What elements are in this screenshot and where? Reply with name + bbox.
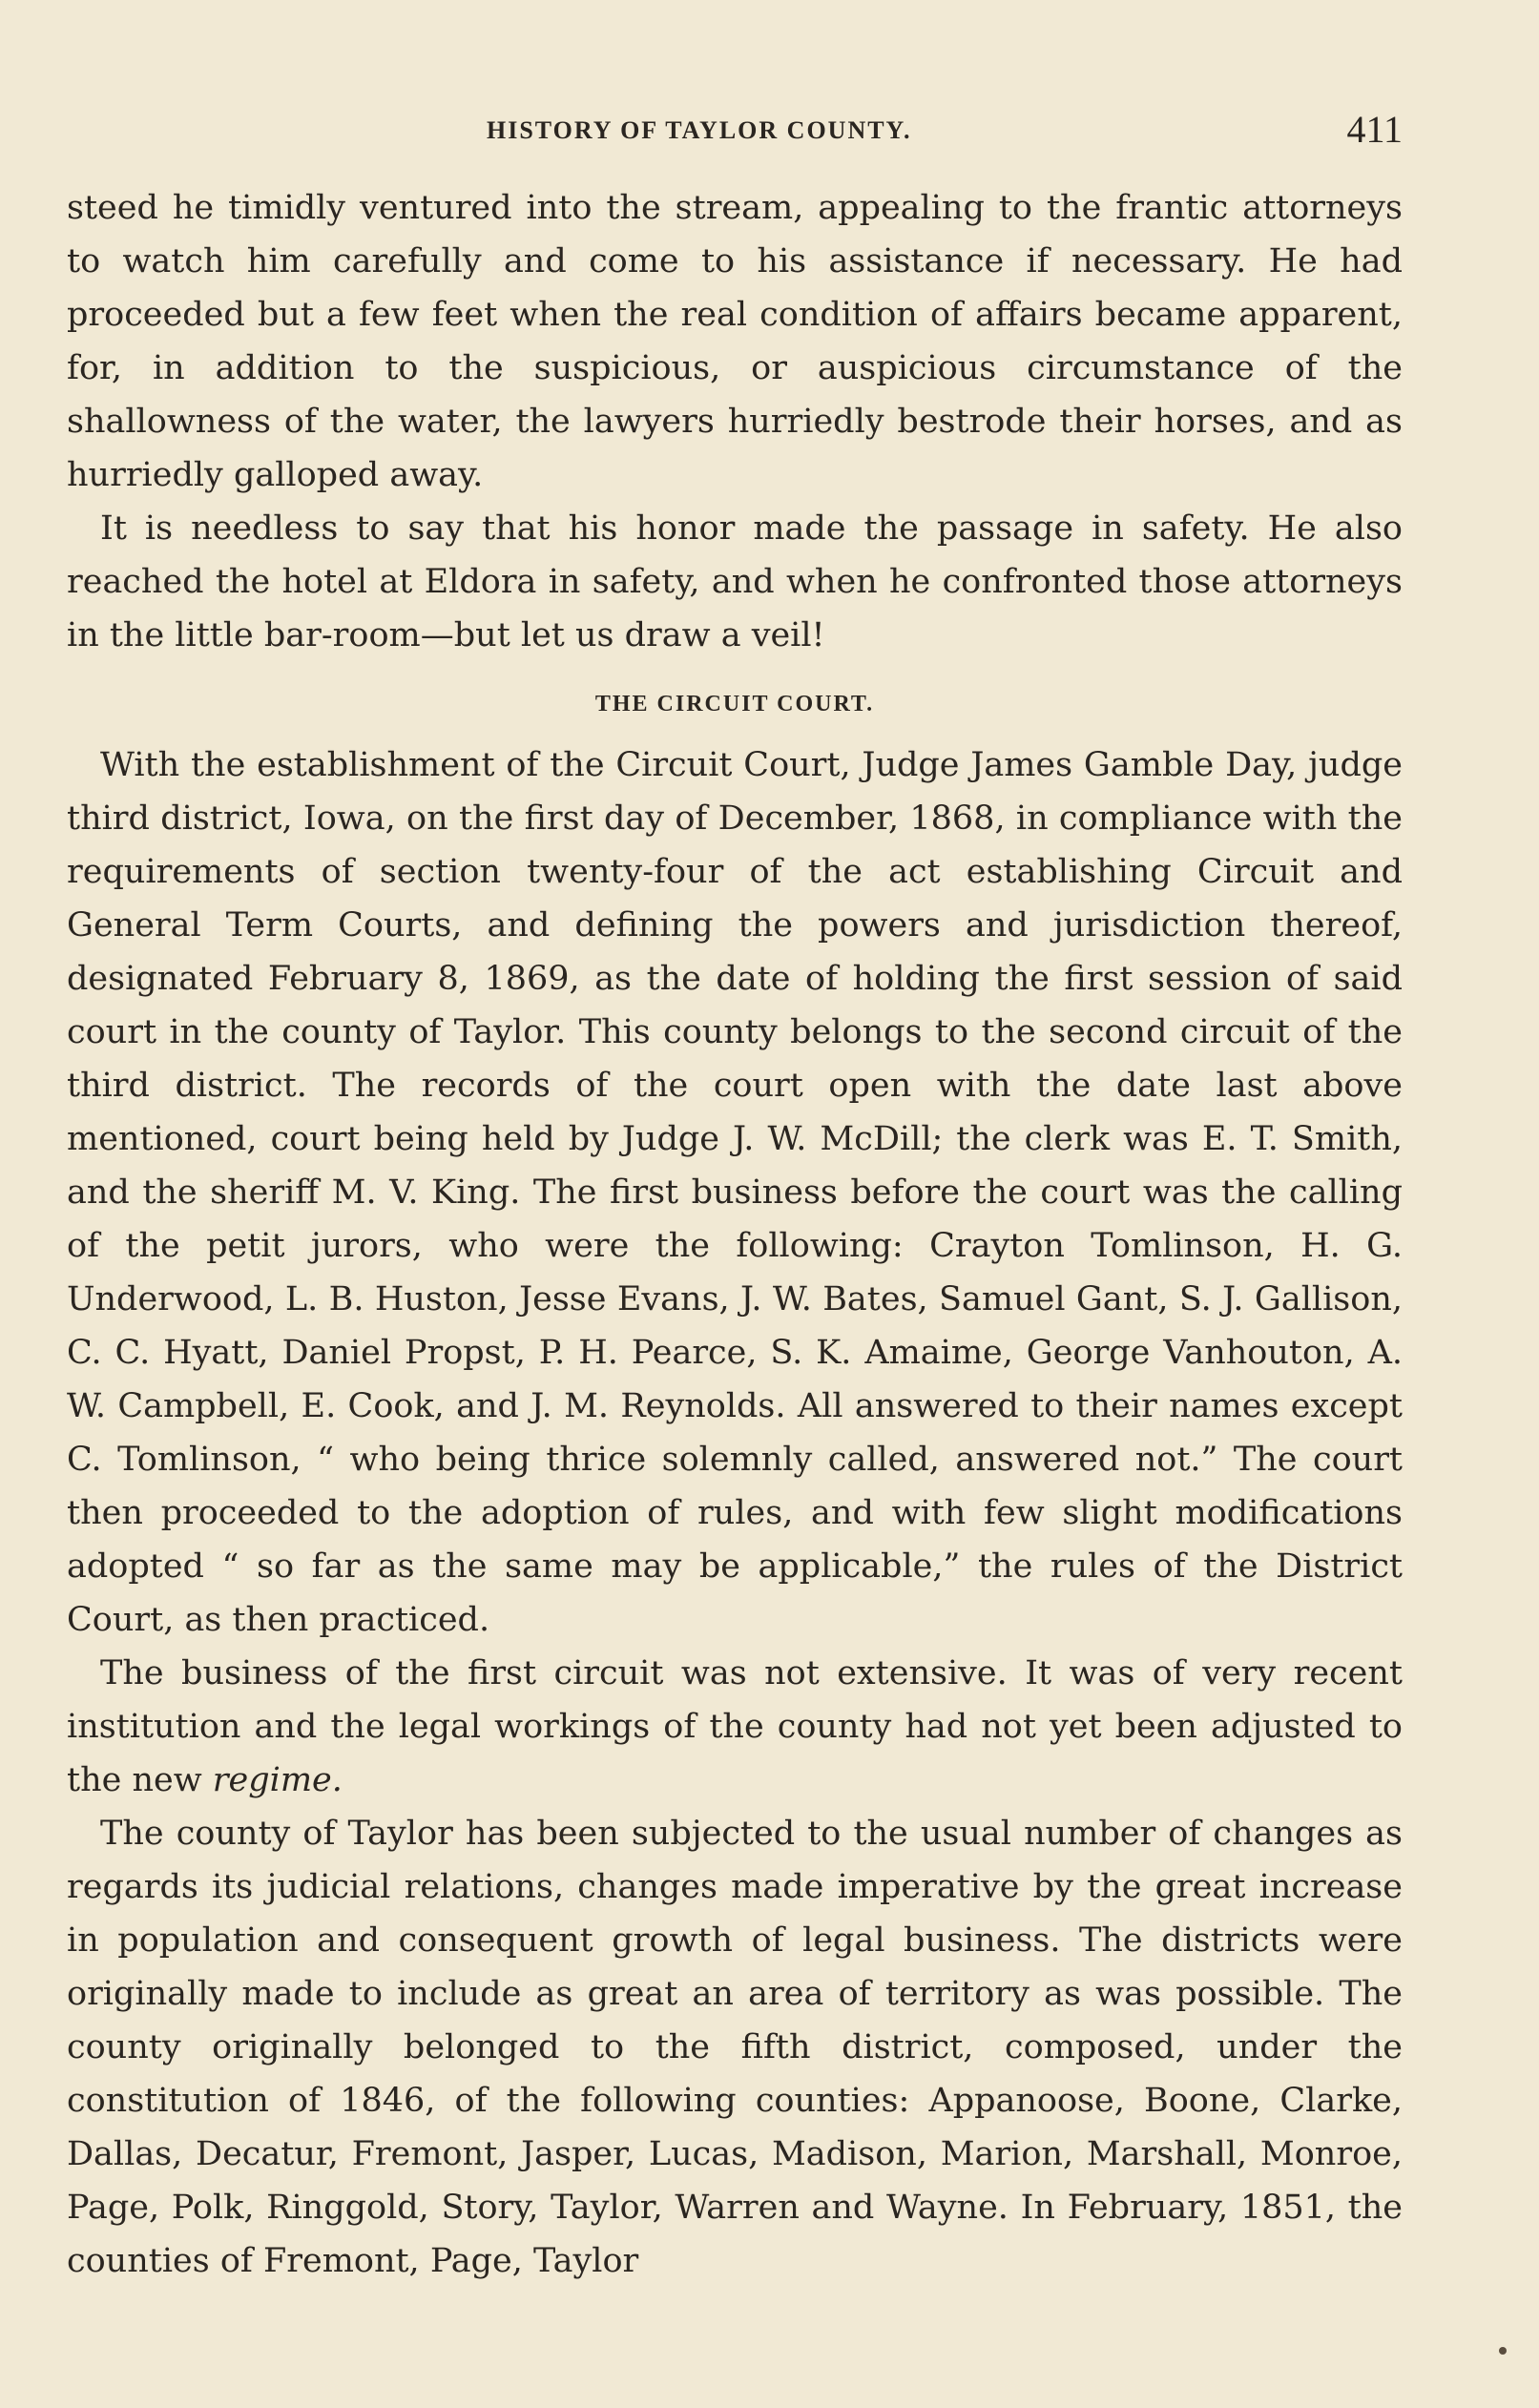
page-body	[67, 181, 1403, 2288]
page-number: 411	[1346, 108, 1403, 151]
paragraph-5: The county of Taylor has been subjected to the usual number of changes as regards its judicial relations, changes made imperative by the great increase in population and consequent growth of legal business. The districts were originally made to include as great an area of territory as was possible. The county originally belonged to the fifth district, composed, under the constitution of 1846, of the following counties: Appanoose, Boone, Clarke, Dallas, Decatur, Fremont, Jasper, Lucas, Madison, Marion, Marshall, Monroe, Page, Polk, Ringgold, Story, Taylor, Warren and Wayne. In February, 1851, the counties of Fremont, Page, Taylor	[67, 1815, 1403, 2280]
paragraph-3: With the establishment of the Circuit Court, Judge James Gamble Day, judge third district, Iowa, on the first day of December, 1868, in compliance with the requirements of section twenty-four of the act establishing Circuit and General Term Courts, and defining the powers and jurisdiction thereof, designated February 8, 1869, as the date of holding the first session of said court in the county of Taylor. This county belongs to the second circuit of the third district. The records of the court open with the date last above mentioned, court being held by Judge J. W. McDill; the clerk was E. T. Smith, and the sheriff M. V. King. The first business before the court was the calling of the petit jurors, who were the following: Crayton Tomlinson, H. G. Underwood, L. B. Huston, Jesse Evans, J. W. Bates, Samuel Gant, S. J. Gallison, C. C. Hyatt, Daniel Propst, P. H. Pearce, S. K. Amaime, George Vanhouton, A. W. Campbell, E. Cook, and J. M. Reynolds. All answered to their names except C. Tomlinson, “ who being thrice solemnly called, answered not.” The court then proceeded to the adoption of rules, and with few slight modifications adopted “ so far as the same may be applicable,” the rules of the District Court, as then practiced.	[67, 746, 1403, 1639]
paragraph-2: It is needless to say that his honor made the passage in safety. He also reached the hotel at Eldora in safety, and when he confronted those attorneys in the little bar-room—but let us draw a veil!	[67, 509, 1403, 654]
paragraph-1: steed he timidly ventured into the stream, appealing to the frantic attorneys to watch him carefully and come to his assistance if necessary. He had proceeded but a few feet when the real condition of affairs became apparent, for, in addition to the suspicious, or auspicious circumstance of the shallowness of the water, the lawyers hurriedly bestrode their horses, and as hurriedly galloped away.	[67, 189, 1403, 494]
paragraph-4-italic: regime.	[212, 1761, 343, 1799]
paragraph-4-text: The business of the first circuit was not extensive. It was of very recent institution and the legal workings of the county had not yet been adjusted to the new	[67, 1654, 1403, 1799]
section-heading-circuit-court: THE CIRCUIT COURT.	[594, 692, 875, 716]
running-head: HISTORY OF TAYLOR COUNTY.	[487, 116, 912, 144]
ink-speck	[1499, 2347, 1507, 2355]
page-header	[67, 107, 1403, 164]
paragraph-4	[67, 1647, 1403, 1807]
